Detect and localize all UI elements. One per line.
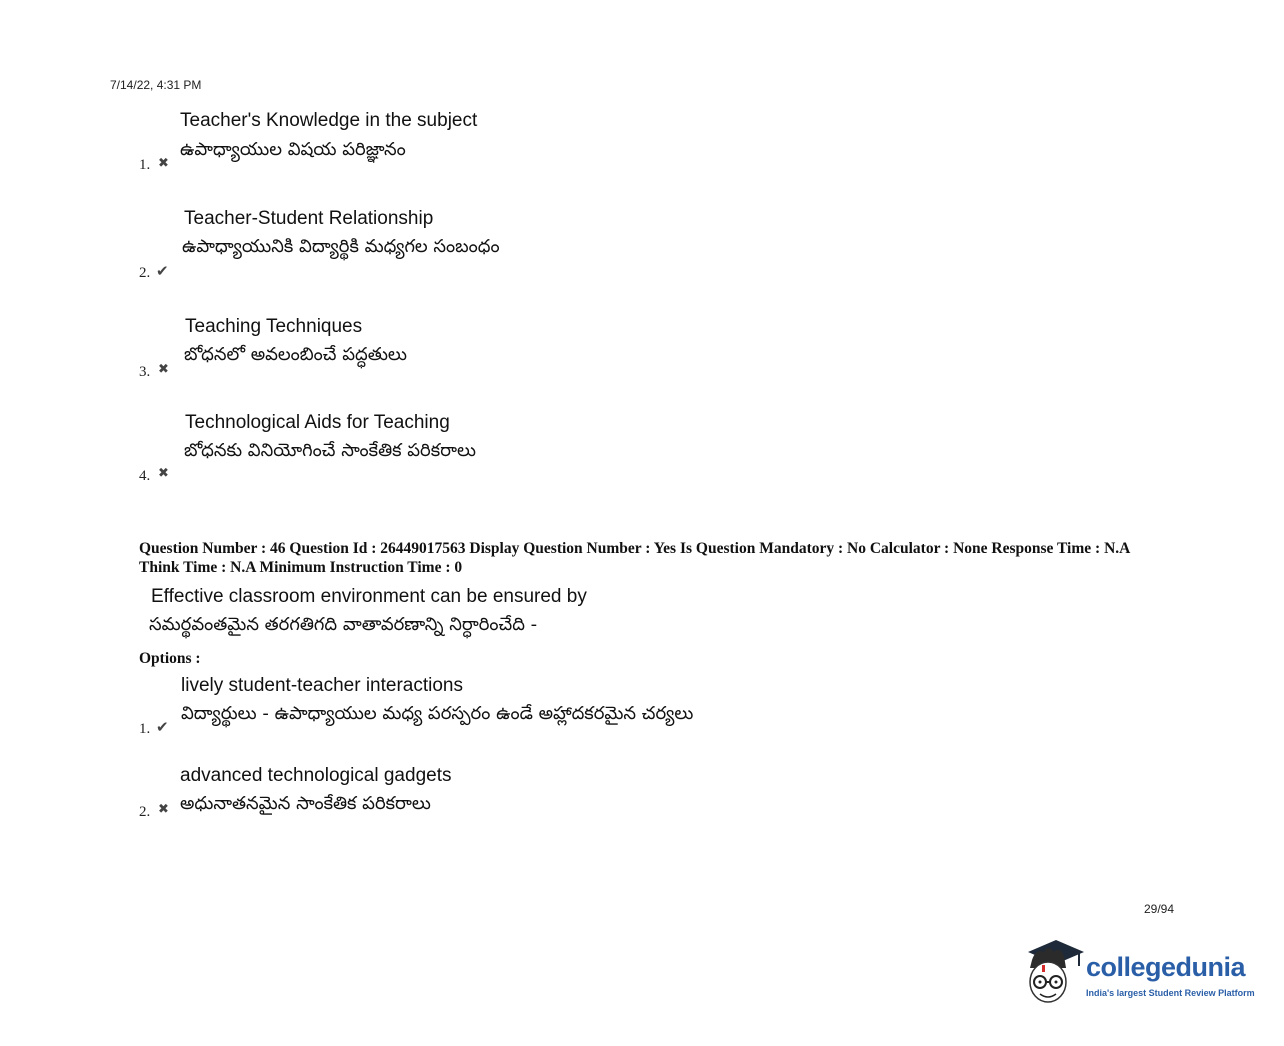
option-text-en: lively student-teacher interactions [181, 675, 463, 696]
option-text-en: Teacher-Student Relationship [184, 208, 434, 229]
question-text-te: సమర్థవంతమైన తరగతిగది వాతావరణాన్ని నిర్ధారించేది - [149, 614, 538, 635]
option-number: 1. [139, 157, 151, 173]
page-number: 29/94 [1144, 902, 1175, 916]
prev-option-1 [139, 110, 639, 173]
logo-tagline: India's largest Student Review Platform [1086, 988, 1255, 998]
option-number: 3. [139, 364, 151, 380]
option-text-te: విద్యార్థులు - ఉపాధ్యాయుల మధ్య పరస్పరం ఉండే అహ్లాదకరమైన చర్యలు [181, 703, 694, 724]
option-text-te: అధునాతనమైన సాంకేతిక పరికరాలు [180, 793, 431, 814]
collegedunia-logo [1022, 938, 1262, 1010]
prev-option-4 [139, 412, 639, 486]
option-text-en: Teacher's Knowledge in the subject [180, 110, 478, 131]
question-text-en: Effective classroom environment can be ensured by [151, 586, 587, 607]
option-text-te: బోధనకు వినియోగించే సాంకేతిక పరికరాలు [184, 440, 476, 461]
question-metadata: Question Number : 46 Question Id : 26449017563 Display Question Number : Yes Is Question Mandatory : No Calculator : None Response Time : N.A Think Time : N.A Minimum Instruction Time : 0 [139, 540, 1130, 576]
option-text-en: advanced technological gadgets [180, 765, 452, 786]
question-option-2 [139, 765, 639, 825]
option-text-te: ఉపాధ్యాయుల విషయ పరిజ్ఞానం [180, 139, 406, 160]
wrong-mark-icon: ✖ [158, 801, 169, 816]
option-text-en: Technological Aids for Teaching [185, 412, 450, 433]
logo-wordmark: collegedunia [1086, 952, 1246, 982]
option-text-te: బోధనలో అవలంబించే పద్ధతులు [184, 344, 407, 365]
mascot-icon [1022, 938, 1086, 1010]
prev-option-3 [139, 316, 639, 380]
question-option-1 [139, 675, 779, 739]
wrong-mark-icon: ✖ [158, 155, 169, 170]
correct-mark-icon: ✔ [156, 263, 169, 280]
wrong-mark-icon: ✖ [158, 465, 169, 480]
print-timestamp: 7/14/22, 4:31 PM [110, 78, 202, 92]
option-number: 2. [139, 265, 151, 281]
option-number: 4. [139, 468, 151, 484]
option-text-en: Teaching Techniques [185, 316, 363, 337]
prev-option-2 [139, 208, 639, 281]
option-number: 2. [139, 804, 151, 820]
correct-mark-icon: ✔ [156, 719, 169, 736]
option-number: 1. [139, 721, 151, 737]
wrong-mark-icon: ✖ [158, 361, 169, 376]
options-label: Options : [139, 650, 201, 667]
option-text-te: ఉపాధ్యాయునికి విద్యార్థికి మధ్యగల సంబంధం [182, 236, 500, 257]
